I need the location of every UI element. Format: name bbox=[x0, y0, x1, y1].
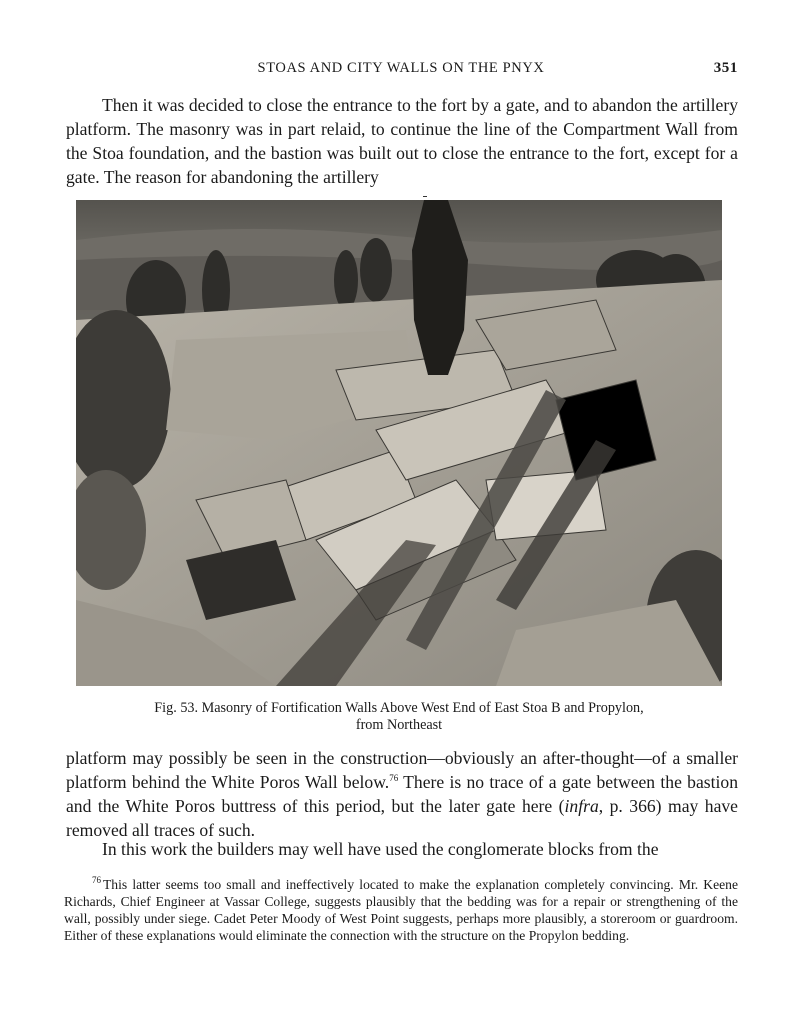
running-header bbox=[64, 58, 738, 82]
paragraph-1: Then it was decided to close the entrance to the fort by a gate, and to abandon the artillery platform. The masonry was in part relaid, to continue the line of the Compartment Wall from the Stoa foundation, and the bastion was built out to close the entrance to the fort, except for a gate. The reason for abandoning the artillery bbox=[66, 95, 738, 187]
paragraph-2-part-2: There is no trace of a gate between the bastion and the White Poros buttress of this period, but the later gate here ( bbox=[66, 772, 739, 816]
photograph-figure-53 bbox=[76, 200, 722, 686]
page-number: 351 bbox=[713, 60, 738, 76]
footnote-number: 76 bbox=[92, 875, 101, 886]
footnote-text: This latter seems too small and ineffectively located to make the explanation completely convincing. Mr. Keene Richards, Chief Engineer at Vassar College, suggests plausibly that the bedding was for a repair or strengthening of the wall, possibly under siege. Cadet Peter Moody of West Point suggests, perhaps more plausibly, a storeroom or guardroom. Either of these explanations would eliminate the connection with the structure on the Propylon bedding. bbox=[64, 877, 738, 943]
figure-caption bbox=[76, 700, 722, 734]
footnote-reference: 76 bbox=[389, 773, 399, 784]
paragraph-3: In this work the builders may well have used the conglomerate blocks from the bbox=[102, 839, 659, 859]
masonry-photograph bbox=[76, 200, 722, 686]
running-title: STOAS AND CITY WALLS ON THE PNYX bbox=[257, 60, 545, 76]
italic-infra: infra bbox=[564, 796, 599, 816]
paragraph-2-part-3: , p. 366) may have removed all traces of such. bbox=[66, 796, 738, 840]
footnote-76 bbox=[64, 876, 738, 944]
caption-line-1: Fig. 53. Masonry of Fortification Walls Above West End of East Stoa B and Propylon, bbox=[154, 700, 644, 716]
printer-mark bbox=[423, 196, 427, 197]
paragraph-2-part-1: platform may possibly be seen in the construction—obviously an after-thought—of a smaller platform behind the White Poros Wall below. bbox=[66, 748, 738, 792]
caption-line-2: from Northeast bbox=[355, 717, 443, 733]
paragraph-2 bbox=[66, 746, 738, 842]
